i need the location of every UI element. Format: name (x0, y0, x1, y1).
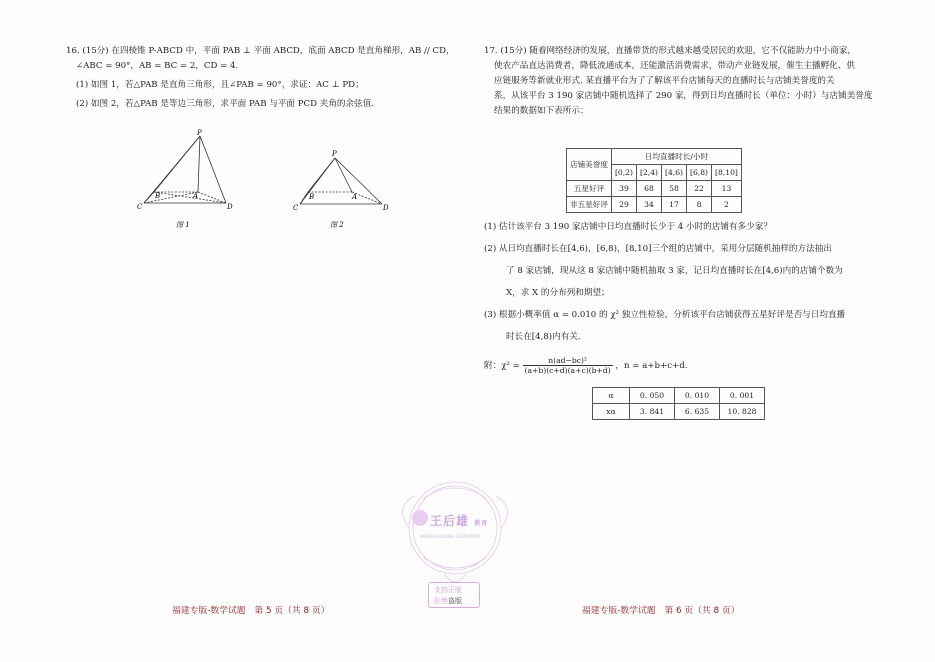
q17-line: 使农产品直达消费者，降低流通成本，还能激活消费需求，带动产业链发展，催生主播孵化、供 (494, 61, 855, 71)
stamp-subtitle: WANGHOUXIONG EDUCATION (420, 534, 480, 539)
q17-part1: (1) 估计该平台 3 190 家店铺中日均直播时长少于 4 小时的店铺有多少家？ (484, 222, 772, 232)
table-col: [4,6) (662, 165, 687, 181)
question-17 (484, 44, 874, 119)
table-row (593, 404, 765, 420)
q16-stem-line1: 16. (15分) 在四棱锥 P-ABCD 中，平面 PAB ⊥ 平面 ABCD，底面 ABCD 是直角梯形，AB // CD， (66, 46, 455, 56)
q17-part2-line2: 了 8 家店铺，现从这 8 家店铺中随机抽取 3 家，记日均直播时长在[4,6)内的店铺个数为 (506, 266, 843, 276)
q17-stem (484, 44, 874, 119)
q16-stem-line2: ∠ABC = 90°，AB = BC = 2，CD = 4. (76, 61, 239, 71)
fig1-label-d: D (227, 203, 233, 211)
table-cell: 22 (687, 181, 712, 197)
fig1-label-b: B (155, 192, 161, 200)
table-row (567, 197, 742, 213)
table-cell: 58 (662, 181, 687, 197)
table-col: [0,2) (611, 165, 636, 181)
table-cell: 8 (687, 197, 712, 213)
stamp-brand (430, 512, 488, 529)
table-row (593, 388, 765, 404)
fig2-label-a: A (352, 193, 358, 201)
table-col: [2,4) (636, 165, 661, 181)
table-row-label: 五星好评 (567, 181, 612, 197)
figures (130, 128, 410, 233)
stamp-line-1: 支持正版 (434, 586, 462, 594)
table-col-group: 日均直播时长/小时 (611, 149, 741, 165)
formula-fraction (523, 356, 613, 375)
fig1-label-c: C (137, 203, 143, 211)
table-cell: 17 (662, 197, 687, 213)
table-cell: 10. 828 (720, 404, 765, 420)
formula-numerator: n(ad−bc)² (523, 356, 613, 366)
q17-line: 结果的数据如下表所示： (494, 106, 589, 116)
q17-part3-line2: 时长在[4,8)内有关. (506, 332, 581, 342)
table-cell: 0. 010 (675, 388, 720, 404)
footer-page-6: 福建专版-数学试题 第 6 页（共 8 页） (582, 606, 740, 616)
table-cell: 34 (636, 197, 661, 213)
fig2-label-c: C (293, 204, 299, 212)
anti-piracy-stamp (384, 478, 526, 612)
question-16 (66, 44, 455, 112)
q17-line: 系，从该平台 3 190 家店铺中随机选择了 290 家，得到日均直播时长（单位：小时）与店铺美誉度 (494, 91, 873, 101)
fig1-caption: 图 1 (176, 221, 190, 229)
fig2-caption: 图 2 (330, 221, 344, 229)
x-alpha-label: xα (593, 404, 630, 420)
fig2-label-d: D (383, 204, 389, 212)
table-cell: 68 (636, 181, 661, 197)
stamp-brand-suffix: 教育 (474, 520, 489, 527)
survey-table (566, 148, 742, 213)
q16-part2: (2) 如图 2，若△PAB 是等边三角形，求平面 PAB 与平面 PCD 夹角的余弦值. (76, 99, 375, 109)
critical-value-table (592, 387, 765, 420)
table-col: [6,8) (687, 165, 712, 181)
stamp-line-2a: 拒绝 (434, 597, 448, 605)
table-row-header: 店铺美誉度 (567, 149, 612, 181)
q17-line: 应链服务等新就业形式. 某直播平台为了了解该平台店铺每天的直播时长与店铺美誉度的关 (494, 76, 835, 86)
q16-part1: (1) 如图 1，若△PAB 是直角三角形，且∠PAB = 90°，求证：AC ⊥ PD； (76, 80, 364, 90)
formula-lead: 附：χ² = (484, 361, 520, 371)
q17-part2-line3: X，求 X 的分布列和期望； (506, 288, 610, 298)
q17-part2-line1: (2) 从日均直播时长在[4,6)，[6,8)，[8,10]三个组的店铺中，采用分层随机抽样的方法抽出 (484, 244, 832, 254)
question-17-parts (484, 220, 874, 345)
stamp-logo-icon (412, 510, 428, 526)
table-cell: 2 (712, 197, 742, 213)
alpha-label: α (593, 388, 630, 404)
figure-1-pyramid (130, 128, 410, 233)
table-cell: 13 (712, 181, 742, 197)
table-cell: 39 (611, 181, 636, 197)
table-cell: 0. 050 (630, 388, 675, 404)
fig1-label-a: A (193, 192, 199, 200)
table-row-label: 非五星好评 (567, 197, 612, 213)
fig2-label-p: P (332, 150, 337, 158)
stamp-line-2b: 盗版 (448, 597, 462, 605)
fig2-label-b: B (309, 193, 315, 201)
stamp-line-2 (434, 596, 462, 606)
formula-tail: ，n = a+b+c+d. (615, 361, 688, 371)
footer-page-5: 福建专版-数学试题 第 5 页（共 8 页） (172, 606, 330, 616)
fig1-label-p: P (197, 129, 202, 137)
q17-part3-line1: (3) 根据小概率值 α = 0.010 的 χ² 独立性检验，分析该平台店铺获得五星好评是否与日均直播 (484, 310, 846, 320)
table-cell: 29 (611, 197, 636, 213)
table-cell: 3. 841 (630, 404, 675, 420)
table-col: [8,10] (712, 165, 742, 181)
q17-line: 17. (15分) 随着网络经济的发展，直播带货的形式越来越受居民的欢迎，它不仅能助力中小商家， (484, 46, 856, 56)
table-cell: 0. 001 (720, 388, 765, 404)
table-row (567, 181, 742, 197)
formula-denominator: (a+b)(c+d)(a+c)(b+d) (524, 366, 611, 375)
table-cell: 6. 635 (675, 404, 720, 420)
stamp-brand-name: 王后雄 (430, 514, 470, 528)
chi-square-formula (484, 356, 688, 375)
